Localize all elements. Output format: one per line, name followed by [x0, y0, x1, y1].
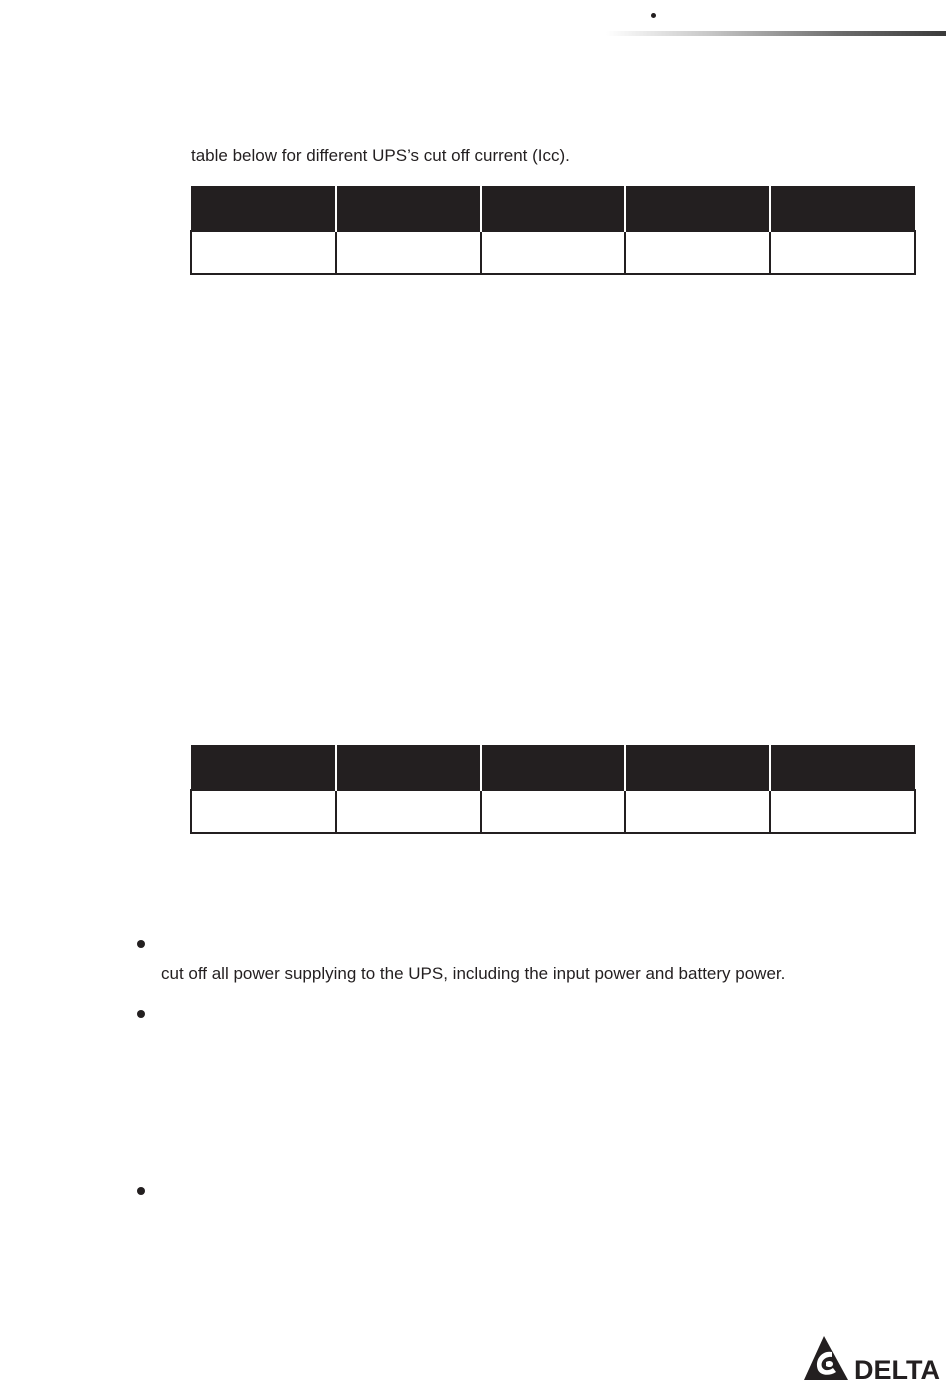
table-cell: [336, 790, 481, 833]
bullet-paragraph-line: cut off all power supplying to the UPS, including the input power and battery power.: [161, 964, 786, 983]
table-header-cell: [770, 186, 915, 231]
table-row: [191, 790, 915, 833]
table-cell: [191, 790, 336, 833]
table-header-row: [191, 745, 915, 790]
table-header-cell: [336, 745, 481, 790]
table-header-cell: [625, 186, 770, 231]
table-header-cell: [481, 745, 626, 790]
table-cell: [625, 790, 770, 833]
delta-logo-wordmark: DELTA: [854, 1355, 940, 1382]
header-bullet-dot: [651, 13, 656, 18]
table-cell: [481, 231, 626, 274]
bullet-point: [137, 1010, 145, 1018]
table-header-cell: [481, 186, 626, 231]
bullet-point: [137, 1187, 145, 1195]
table-header-row: [191, 186, 915, 231]
table-cell: [770, 790, 915, 833]
table-cell: [481, 790, 626, 833]
delta-logo: [802, 1334, 950, 1382]
table-header-cell: [770, 745, 915, 790]
table-row: [191, 231, 915, 274]
table-header-cell: [336, 186, 481, 231]
table-cell: [191, 231, 336, 274]
bullet-point: [137, 940, 145, 948]
intro-paragraph-line: table below for different UPS’s cut off current (Icc).: [191, 146, 570, 165]
cutoff-current-table-1: [190, 186, 916, 275]
header-gradient-rule: [606, 31, 946, 36]
table-header-cell: [191, 745, 336, 790]
table-cell: [770, 231, 915, 274]
table-header-cell: [625, 745, 770, 790]
table-header-cell: [191, 186, 336, 231]
cutoff-current-table-2: [190, 745, 916, 834]
table-cell: [336, 231, 481, 274]
table-cell: [625, 231, 770, 274]
